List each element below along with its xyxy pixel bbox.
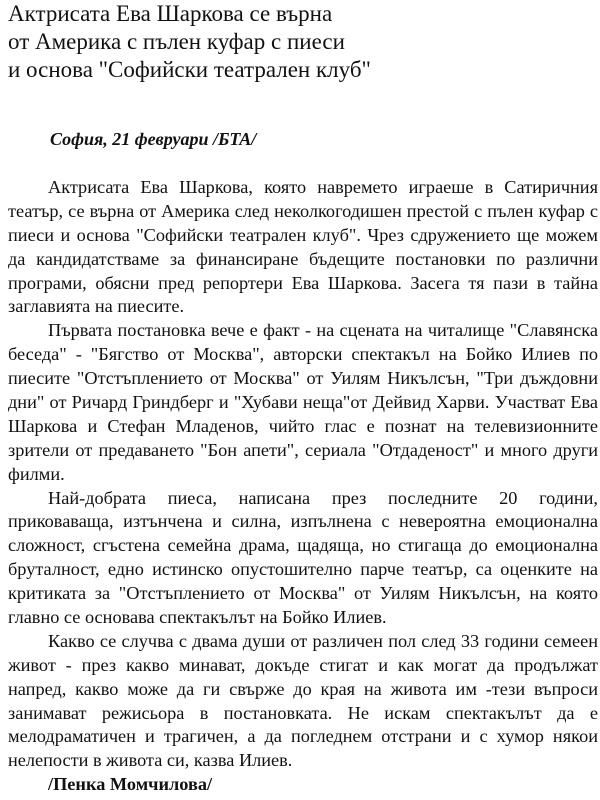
body-line: нелепости в живота си, казва Илиев. <box>8 750 293 771</box>
body-line: бруталност, едно истинско опустошително парче театър, са оценките на <box>8 559 598 580</box>
article-title <box>8 0 598 84</box>
title-line: и основа "Софийски театрален клуб" <box>8 57 371 82</box>
body-line: напред, какво може да ги свърже до края на живота им -тези въпроси <box>8 678 598 699</box>
body-line: сложност, сгъстена семейна драма, щадяща, но стигаща до емоционална <box>8 535 598 556</box>
body-line: Актрисата Ева Шаркова, която навремето играеше в Сатиричния <box>48 177 598 197</box>
body-line: живот - през какво минават, докъде стигат и как могат да продължат <box>8 654 598 675</box>
body-line: дни" от Ричард Гриндберг и "Хубави неща"от Дейвид Харви. Участват Ева <box>8 392 598 413</box>
title-line: от Америка с пълен куфар с пиеси <box>8 29 345 54</box>
body-line: заглавията на пиесите. <box>8 296 185 317</box>
body-line: Първата постановка вече е факт - на сцената на читалище "Славянска <box>48 320 598 341</box>
body-line: пиеси и основа "Софийски театрален клуб". Чрез сдружението ще можем <box>8 224 598 245</box>
body-line: беседа" - "Бягство от Москва", авторски спектакъл на Бойко Илиев по <box>8 344 598 365</box>
body-line: мелодраматичен и трагичен, а да погледнем отстрани и с хумор някои <box>8 726 598 747</box>
body-line: критиката за "Отстъплението от Москва" от Уилям Никълсън, на която <box>8 583 598 604</box>
body-line: главно се основава спектакълът на Бойко Илиев. <box>8 607 387 628</box>
article-body <box>8 176 598 797</box>
title-line: Актрисата Ева Шаркова се върна <box>8 1 333 26</box>
body-line: програми, обясни пред репортери Ева Шаркова. Засега тя пази в тайна <box>8 272 598 293</box>
body-line: Какво се случва с двама души от различен пол след 33 години семеен <box>48 630 598 651</box>
body-line: филми. <box>8 463 65 484</box>
body-line: театър, се върна от Америка след неколкогодишен престой с пълен куфар с <box>8 200 598 221</box>
body-line: Най-добрата пиеса, написана през последните 20 години, <box>48 487 598 508</box>
body-line: зрители от предаването "Бон апети", сериала "Отдаденост" и много други <box>8 439 598 460</box>
author-signature: /Пенка Момчилова/ <box>48 774 213 795</box>
body-line: да кандидатстваме за финансиране бъдещите постановки по различни <box>8 248 598 269</box>
body-line: занимават режисьора в постановката. Не искам спектакълът да е <box>8 702 598 723</box>
body-line: пиесите "Отстъплението от Москва" от Уилям Никълсън, "Три дъждовни <box>8 368 598 389</box>
body-line: Шаркова и Стефан Младенов, чийто глас е познат на телевизионните <box>8 415 598 436</box>
body-line: приковаваща, изтънчена и силна, изпълнена с невероятна емоционална <box>8 511 598 532</box>
dateline: София, 21 февруари /БТА/ <box>50 129 257 149</box>
